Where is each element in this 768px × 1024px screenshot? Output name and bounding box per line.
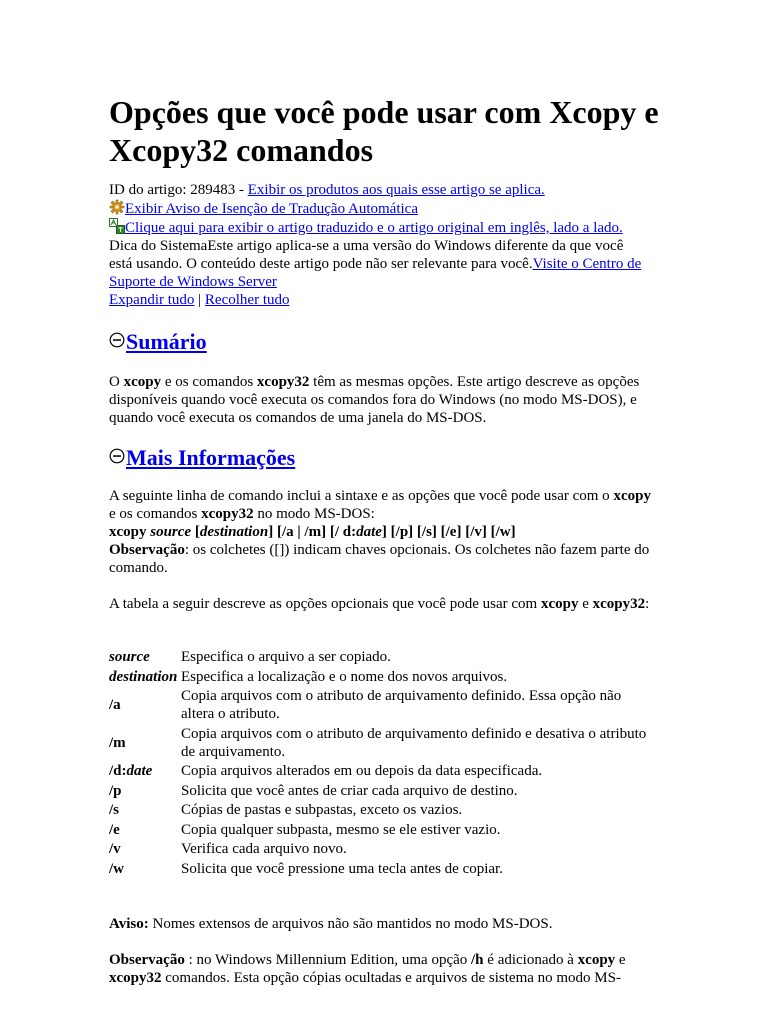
- options-table: [109, 648, 654, 879]
- option-desc: Copia arquivos com o atributo de arquivamento definido. Essa opção não altera o atributo.: [181, 688, 622, 722]
- table-row: [109, 648, 654, 668]
- disclaimer-row: [109, 199, 649, 218]
- option-desc: Solicita que você antes de criar cada arquivo de destino.: [181, 782, 518, 799]
- summary-cmd-xcopy: xcopy: [123, 374, 162, 390]
- table-row: [109, 668, 654, 688]
- warning-paragraph: [109, 915, 654, 933]
- table-row: [109, 840, 654, 860]
- option-key: /e: [109, 821, 120, 838]
- support-center-link[interactable]: Visite o Centro de Suporte de Windows Server: [109, 256, 642, 290]
- summary-paragraph: [109, 373, 654, 427]
- collapse-all-link[interactable]: Recolher tudo: [204, 292, 290, 308]
- syntax-line: [109, 523, 654, 541]
- option-desc: Especifica a localização e o nome dos novos arquivos.: [181, 668, 508, 685]
- syntax-part: [: [191, 524, 200, 540]
- syntax-cmd: xcopy: [109, 524, 151, 540]
- option-key: /w: [109, 860, 124, 877]
- summary-heading[interactable]: [109, 328, 207, 355]
- summary-text: O: [109, 374, 124, 390]
- option-key: [109, 648, 181, 668]
- note-label: Observação: [109, 542, 185, 558]
- option-key-text: source: [109, 649, 150, 665]
- syntax-part: ] [/a | /m] [/ d:: [268, 524, 357, 540]
- expand-all-link[interactable]: Expandir tudo: [109, 292, 195, 308]
- option-key: /p: [109, 782, 122, 799]
- option-desc: Especifica o arquivo a ser copiado.: [181, 649, 391, 665]
- system-tip: [109, 237, 649, 291]
- table-intro-text: e: [578, 596, 593, 612]
- note2-text: é adicionado à: [483, 952, 578, 968]
- page-title: Opções que você pode usar com Xcopy e Xcopy32 comandos: [109, 94, 659, 168]
- table-row: [109, 860, 654, 880]
- option-desc: Copia arquivos com o atributo de arquivamento definido e desativa o atributo de arquivamento.: [181, 725, 647, 760]
- side-by-side-row: [109, 218, 649, 237]
- option-desc: Cópias de pastas e subpastas, exceto os vazios.: [181, 802, 463, 818]
- table-intro: [109, 595, 654, 613]
- products-link[interactable]: Exibir os produtos aos quais esse artigo se aplica.: [247, 182, 545, 198]
- note-paragraph: [109, 951, 654, 987]
- warning-label: Aviso:: [109, 916, 149, 932]
- syntax-note: [109, 541, 654, 577]
- option-key: [109, 762, 181, 782]
- summary-text: e os comandos: [161, 374, 257, 390]
- option-key: /v: [109, 841, 121, 857]
- syntax-date: date: [356, 524, 382, 540]
- option-key: [109, 668, 181, 688]
- article-id-label: ID do artigo: 289483 -: [109, 182, 248, 198]
- option-desc: Copia qualquer subpasta, mesmo se ele estiver vazio.: [181, 821, 501, 838]
- intro-text: e os comandos: [109, 506, 202, 522]
- more-info-heading-link[interactable]: Mais Informações: [126, 445, 296, 470]
- option-key: /a: [109, 697, 121, 713]
- table-row: [109, 687, 654, 725]
- more-info-heading[interactable]: [109, 444, 295, 471]
- option-desc: Copia arquivos alterados em ou depois da data especificada.: [181, 763, 543, 779]
- note2-text: : no Windows Millennium Edition, uma opção: [184, 952, 472, 968]
- article-id-row: [109, 181, 649, 199]
- table-row: [109, 801, 654, 821]
- intro-text: A seguinte linha de comando inclui a sintaxe e as opções que você pode usar com o: [109, 488, 614, 504]
- translate-icon: [109, 218, 125, 234]
- translation-disclaimer-link[interactable]: Exibir Aviso de Isenção de Tradução Automática: [125, 201, 418, 217]
- syntax-destination: destination: [199, 524, 269, 540]
- system-tip-text: Dica do SistemaEste artigo aplica-se a uma versão do Windows diferente da que você está usando. O conteúdo deste artigo pode não ser relevante para você.: [109, 238, 624, 272]
- note2-text: e: [615, 952, 626, 968]
- table-row: [109, 762, 654, 782]
- warning-text: Nomes extensos de arquivos não são mantidos no modo MS-DOS.: [148, 916, 553, 932]
- table-intro-xcopy32: xcopy32: [592, 596, 646, 612]
- table-intro-xcopy: xcopy: [540, 596, 579, 612]
- note-text: : os colchetes ([]) indicam chaves opcionais. Os colchetes não fazem parte do comando.: [109, 542, 650, 576]
- intro-text: no modo MS-DOS:: [253, 506, 375, 522]
- note2-cmd-xcopy32: xcopy32: [109, 970, 162, 986]
- collapse-icon[interactable]: [109, 444, 125, 460]
- table-intro-text: A tabela a seguir descreve as opções opcionais que você pode usar com: [109, 596, 541, 612]
- gear-icon: [109, 199, 125, 215]
- syntax-paragraph: [109, 487, 654, 577]
- table-intro-text: :: [645, 596, 650, 612]
- table-row: [109, 782, 654, 802]
- separator: |: [194, 292, 205, 308]
- collapse-icon[interactable]: [109, 328, 125, 344]
- summary-text: têm as mesmas opções. Este artigo descreve as opções disponíveis quando você executa os comandos fora do Windows (no modo MS-DOS), e quando você executa os comandos de uma janela do MS-DOS.: [109, 374, 640, 426]
- option-key-text: /d:: [109, 763, 127, 779]
- note2-label: Observação: [109, 952, 185, 968]
- side-by-side-link[interactable]: Clique aqui para exibir o artigo traduzido e o artigo original em inglês, lado a lado.: [125, 220, 623, 236]
- table-row: [109, 821, 654, 841]
- option-key-date: date: [126, 763, 153, 779]
- expand-collapse-row: [109, 291, 649, 309]
- option-desc: Verifica cada arquivo novo.: [181, 841, 347, 857]
- option-key: /s: [109, 802, 120, 818]
- intro-cmd-xcopy: xcopy: [613, 488, 651, 504]
- syntax-source: source: [150, 524, 192, 540]
- note2-text: comandos. Esta opção cópias ocultadas e arquivos de sistema no modo MS-: [161, 970, 621, 986]
- intro-cmd-xcopy32: xcopy32: [201, 506, 254, 522]
- summary-cmd-xcopy32: xcopy32: [256, 374, 310, 390]
- option-key-text: destination: [109, 668, 178, 685]
- syntax-intro: [109, 487, 654, 523]
- option-desc: Solicita que você pressione uma tecla antes de copiar.: [181, 860, 503, 877]
- table-row: [109, 725, 654, 763]
- syntax-part: ] [/p] [/s] [/e] [/v] [/w]: [381, 524, 516, 540]
- article-meta: [109, 181, 649, 309]
- summary-heading-link[interactable]: Sumário: [126, 329, 207, 354]
- note2-cmd-xcopy: xcopy: [577, 952, 616, 968]
- note2-option-h: /h: [471, 952, 484, 968]
- option-key: /m: [109, 734, 126, 751]
